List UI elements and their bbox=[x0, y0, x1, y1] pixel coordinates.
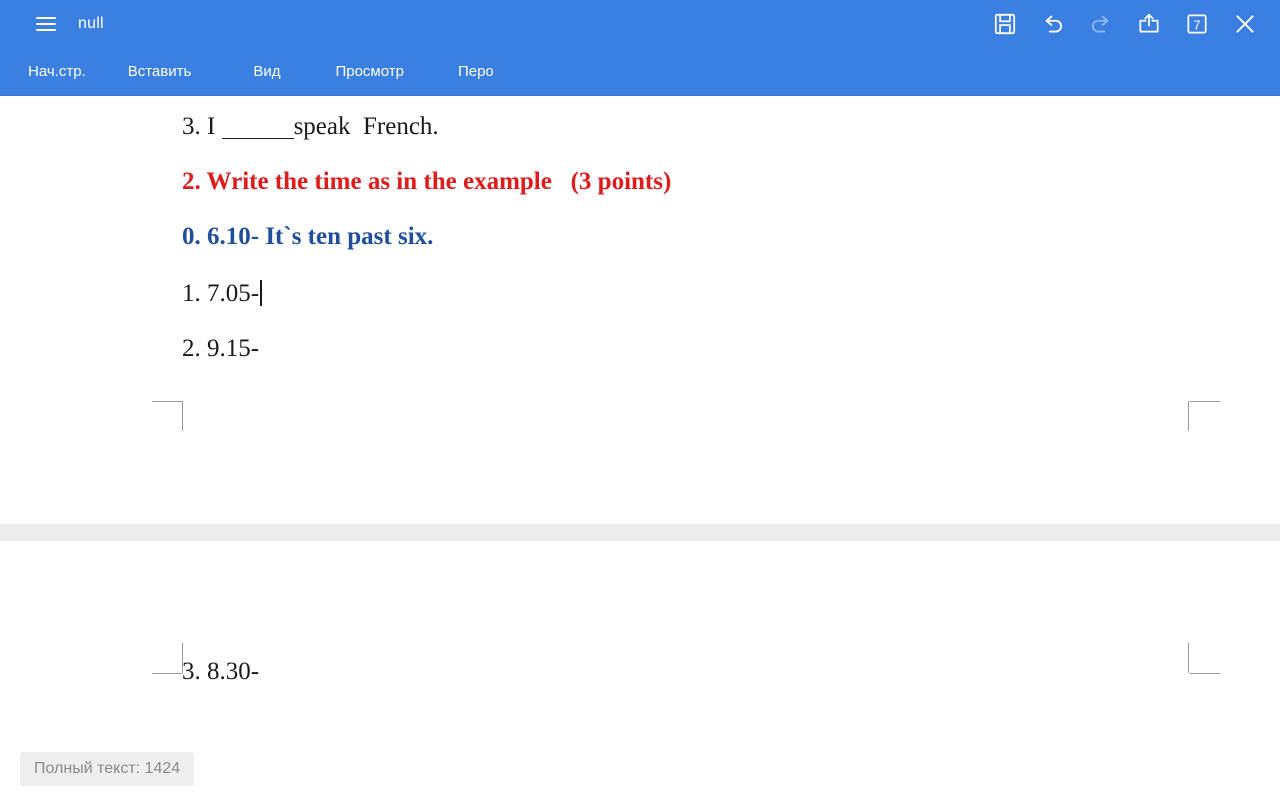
document-line-6[interactable]: 3. 8.30- bbox=[182, 658, 260, 685]
close-icon[interactable] bbox=[1232, 11, 1258, 37]
toolbar-actions bbox=[992, 0, 1270, 48]
document-line-4[interactable] bbox=[182, 280, 262, 306]
tab-preview[interactable]: Просмотр bbox=[335, 63, 404, 80]
document-page-1[interactable] bbox=[0, 96, 1280, 524]
menu-bar bbox=[0, 48, 1280, 96]
tab-pen[interactable]: Перо bbox=[457, 63, 494, 80]
text-caret bbox=[260, 280, 262, 306]
document-line-3[interactable]: 0. 6.10- It`s ten past six. bbox=[182, 223, 434, 250]
status-badge: Полный текст: 1424 bbox=[20, 752, 194, 786]
page-count-label: 7 bbox=[1193, 17, 1201, 33]
margin-corner-bottom-left bbox=[152, 401, 184, 433]
margin-corner-top-right bbox=[1188, 643, 1220, 675]
hamburger-line bbox=[36, 23, 56, 25]
document-title: null bbox=[78, 15, 104, 32]
margin-corner-top-left bbox=[152, 643, 184, 675]
tab-home[interactable]: Нач.стр. bbox=[28, 63, 86, 80]
tab-view[interactable]: Вид bbox=[253, 63, 281, 80]
redo-icon bbox=[1088, 11, 1114, 37]
line-1-prefix: 3. I bbox=[182, 113, 222, 140]
document-line-5[interactable]: 2. 9.15- bbox=[182, 335, 260, 362]
share-icon[interactable] bbox=[1136, 11, 1162, 37]
line-4-text: 1. 7.05- bbox=[182, 280, 260, 307]
page-separator bbox=[0, 524, 1280, 541]
hamburger-line bbox=[36, 17, 56, 19]
title-bar bbox=[0, 0, 1280, 48]
line-1-suffix: speak French. bbox=[293, 113, 439, 140]
hamburger-icon[interactable] bbox=[22, 0, 70, 48]
page-count-icon[interactable] bbox=[1184, 11, 1210, 37]
margin-corner-bottom-right bbox=[1188, 401, 1220, 433]
document-line-2[interactable]: 2. Write the time as in the example (3 points) bbox=[182, 168, 672, 195]
document-line-1[interactable] bbox=[182, 114, 439, 139]
undo-icon[interactable] bbox=[1040, 11, 1066, 37]
save-icon[interactable] bbox=[992, 11, 1018, 37]
fill-in-blank[interactable] bbox=[222, 117, 294, 139]
tab-insert[interactable]: Вставить bbox=[127, 63, 192, 80]
document-canvas[interactable] bbox=[0, 96, 1280, 800]
hamburger-line bbox=[36, 29, 56, 31]
